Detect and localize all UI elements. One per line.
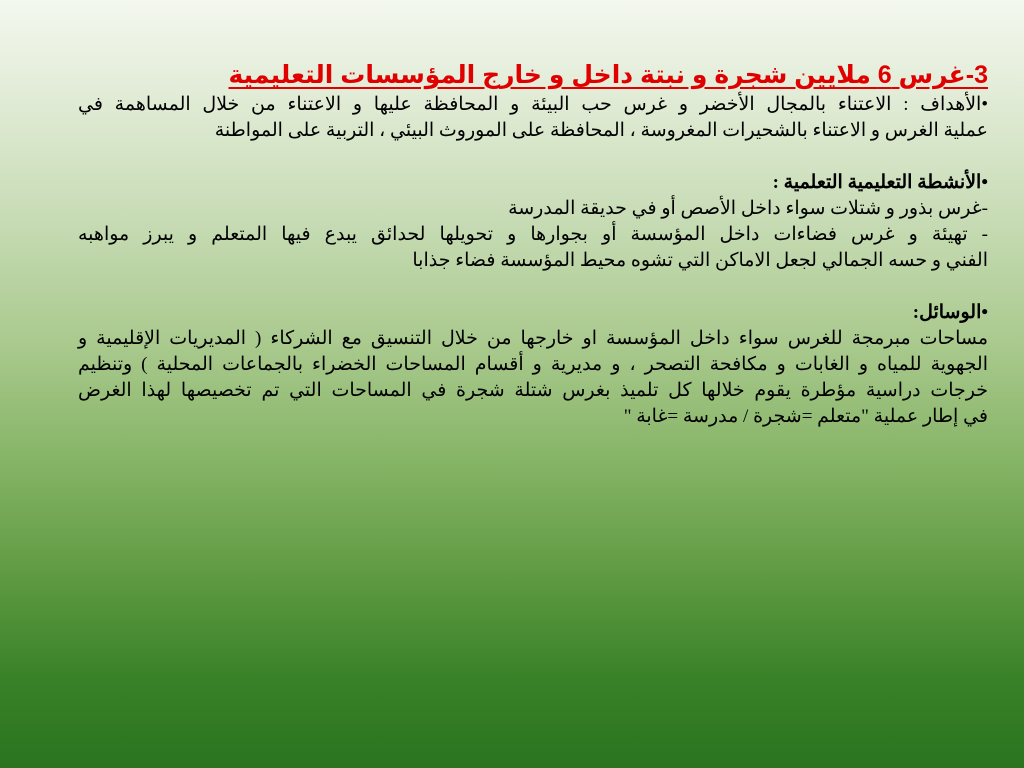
spacer <box>78 274 988 300</box>
means-section <box>78 300 988 430</box>
spacer <box>78 144 988 170</box>
activities-section <box>78 170 988 274</box>
activity-line: - تهيئة و غرس فضاءات داخل المؤسسة أو بجوارها و تحويلها لحدائق يبدع فيها المتعلم و يبرز مواهبه <box>78 224 988 245</box>
means-line: مساحات مبرمجة للغرس سواء داخل المؤسسة او خارجها من خلال التنسيق مع الشركاء ( المديريات الإقليمية و <box>78 328 988 349</box>
objectives-line: •الأهداف : الاعتناء بالمجال الأخضر و غرس حب البيئة و المحافظة عليها و الاعتناء من خلال المساهمة في <box>78 94 988 115</box>
activity-line: الفني و حسه الجمالي لجعل الاماكن التي تشوه محيط المؤسسة فضاء جذابا <box>412 250 988 271</box>
slide-content <box>78 58 988 430</box>
means-line: خرجات دراسية مؤطرة يقوم خلالها كل تلميذ بغرس شتلة شجرة في المساحات التي تم تخصيصها لهذا الغرض <box>78 380 988 401</box>
means-line: الجهوية للمياه و الغابات و مكافحة التصحر ، و مديرية و أقسام المساحات الخضراء بالجماعات المحلية ) وتنظيم <box>78 354 988 375</box>
activity-line: -غرس بذور و شتلات سواء داخل الأصص أو في حديقة المدرسة <box>508 198 988 219</box>
activities-heading: •الأنشطة التعليمية التعلمية : <box>772 172 988 193</box>
means-heading: •الوسائل: <box>912 302 988 323</box>
slide-title: 3-غرس 6 ملايين شجرة و نبتة داخل و خارج المؤسسات التعليمية <box>228 61 988 89</box>
objectives-section <box>78 92 988 144</box>
objectives-line: عملية الغرس و الاعتناء بالشحيرات المغروسة ، المحافظة على الموروث البيئي ، التربية على المواطنة <box>214 120 988 141</box>
means-line: في إطار عملية "متعلم =شجرة / مدرسة =غابة " <box>623 406 988 427</box>
